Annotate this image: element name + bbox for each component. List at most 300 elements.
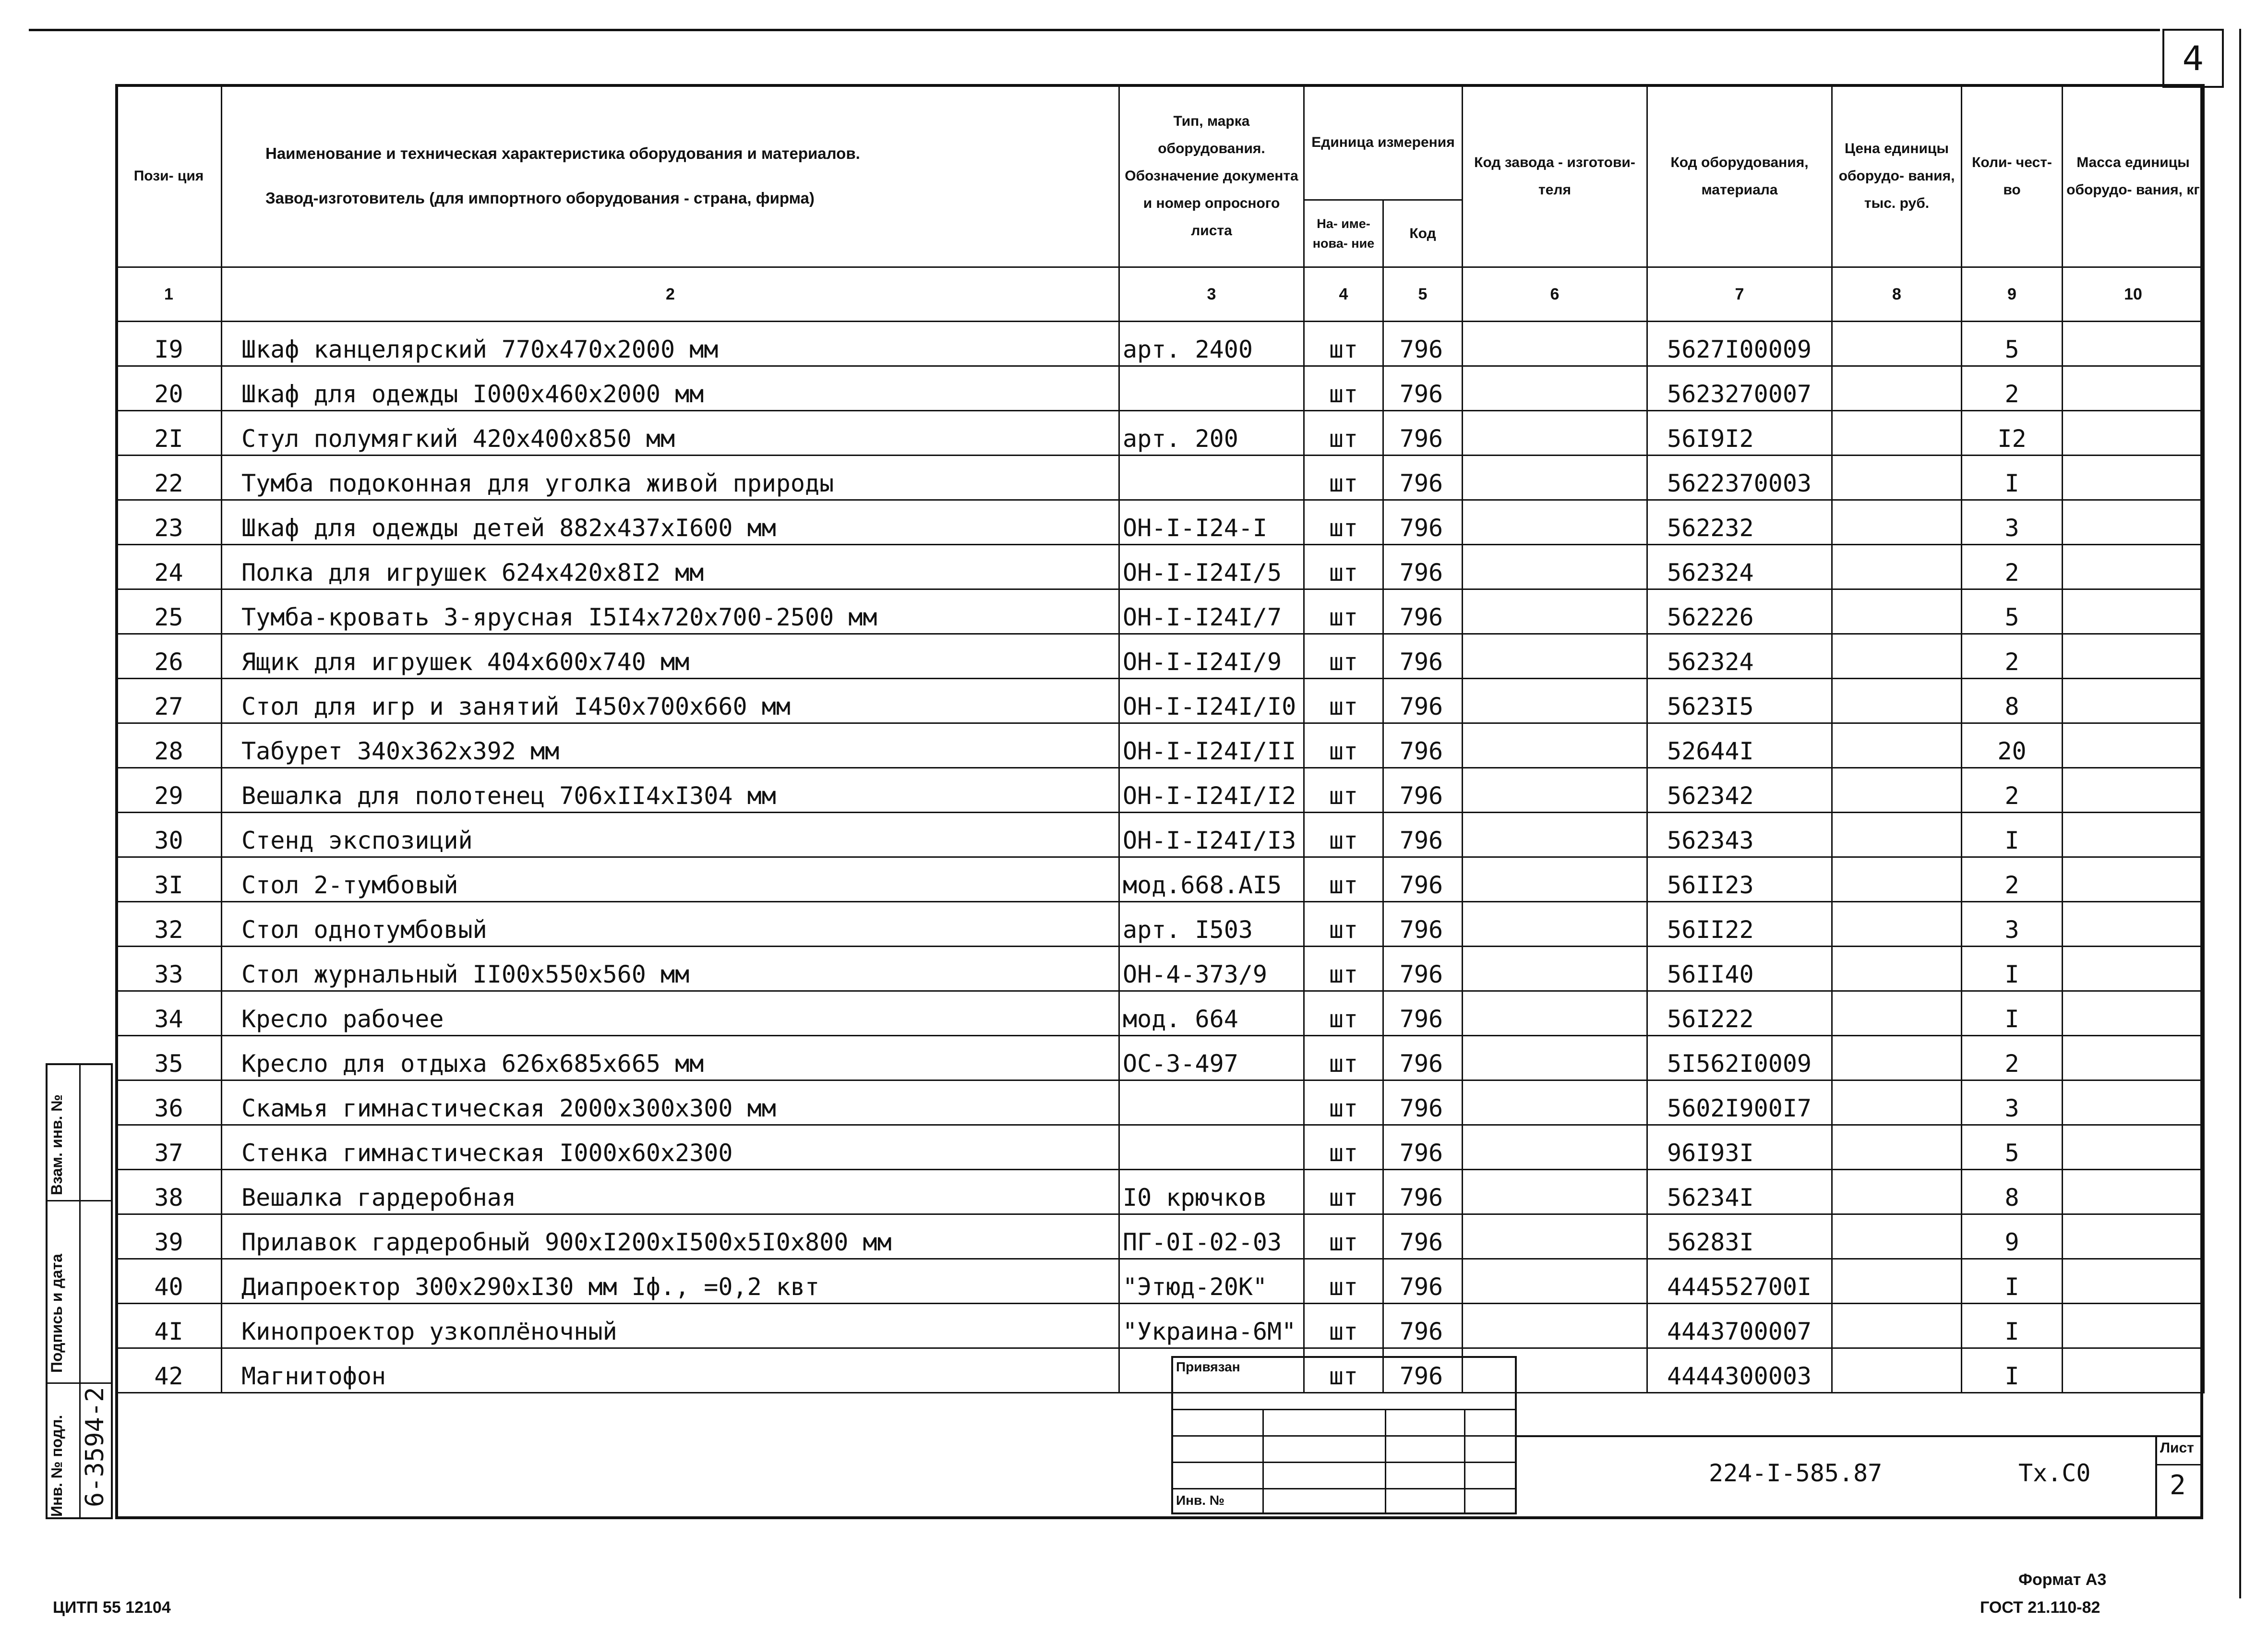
row-maker-code: [1463, 813, 1647, 857]
row-unit-code: 796: [1383, 947, 1463, 991]
row-maker-code: [1463, 634, 1647, 679]
row-name: Стенка гимнастическая I000х60х2300: [222, 1125, 1119, 1170]
row-quantity: 9: [1962, 1214, 2063, 1259]
row-item-code: 56283I: [1647, 1214, 1832, 1259]
row-item-code: 56II22: [1647, 902, 1832, 947]
row-type: ОН-I-I24I/I3: [1119, 813, 1304, 857]
row-price: [1832, 366, 1962, 411]
row-price: [1832, 1259, 1962, 1304]
row-position: 29: [116, 768, 222, 813]
header-unit-group: Единица измерения: [1304, 85, 1463, 200]
table-row: [116, 1080, 2204, 1125]
row-unit-code: 796: [1383, 500, 1463, 545]
row-position: 4I: [116, 1304, 222, 1348]
row-maker-code: [1463, 947, 1647, 991]
row-mass: [2063, 589, 2204, 634]
row-type: ОН-I-I24I/I2: [1119, 768, 1304, 813]
row-type: мод. 664: [1119, 991, 1304, 1036]
row-quantity: I2: [1962, 411, 2063, 456]
row-type: ОН-4-373/9: [1119, 947, 1304, 991]
row-maker-code: [1463, 679, 1647, 723]
footer-code: ЦИТП 55 12104: [53, 1598, 171, 1617]
row-name: Шкаф для одежды детей 882х437хI600 мм: [222, 500, 1119, 545]
table-row: [116, 991, 2204, 1036]
row-maker-code: [1463, 1125, 1647, 1170]
corner-number: 4: [2162, 29, 2224, 88]
column-number: 5: [1383, 267, 1463, 322]
side-stamp-line: [46, 1200, 113, 1201]
row-unit: шт: [1304, 1036, 1383, 1080]
row-quantity: 3: [1962, 1080, 2063, 1125]
row-unit-code: 796: [1383, 1080, 1463, 1125]
row-price: [1832, 768, 1962, 813]
row-price: [1832, 589, 1962, 634]
row-unit: шт: [1304, 902, 1383, 947]
header-item-code: Код оборудования, материала: [1647, 85, 1832, 267]
row-unit: шт: [1304, 723, 1383, 768]
row-position: 23: [116, 500, 222, 545]
table-row: [116, 679, 2204, 723]
row-unit: шт: [1304, 991, 1383, 1036]
row-unit-code: 796: [1383, 1304, 1463, 1348]
row-mass: [2063, 768, 2204, 813]
row-name: Прилавок гардеробный 900хI200хI500х5I0х800 мм: [222, 1214, 1119, 1259]
row-quantity: 8: [1962, 1170, 2063, 1214]
row-mass: [2063, 1348, 2204, 1393]
row-quantity: 8: [1962, 679, 2063, 723]
row-unit-code: 796: [1383, 679, 1463, 723]
row-name: Стол для игр и занятий I450х700х660 мм: [222, 679, 1119, 723]
row-price: [1832, 500, 1962, 545]
row-type: арт. 2400: [1119, 322, 1304, 366]
document-mark: Тх.С0: [2018, 1459, 2091, 1487]
row-mass: [2063, 1304, 2204, 1348]
row-unit: шт: [1304, 411, 1383, 456]
side-inv-orig-value: 6-3594-2: [81, 1387, 109, 1507]
row-mass: [2063, 991, 2204, 1036]
column-number: 4: [1304, 267, 1383, 322]
row-name: Стол журнальный II00х550х560 мм: [222, 947, 1119, 991]
row-item-code: 52644I: [1647, 723, 1832, 768]
row-type: арт. 200: [1119, 411, 1304, 456]
row-type: арт. I503: [1119, 902, 1304, 947]
row-maker-code: [1463, 1214, 1647, 1259]
row-maker-code: [1463, 991, 1647, 1036]
row-type: ОН-I-I24I/7: [1119, 589, 1304, 634]
header-unit-name: На- име- нова- ние: [1304, 200, 1383, 267]
table-row: [116, 1170, 2204, 1214]
row-unit: шт: [1304, 500, 1383, 545]
row-price: [1832, 679, 1962, 723]
row-unit-code: 796: [1383, 1125, 1463, 1170]
row-type: [1119, 456, 1304, 500]
row-unit: шт: [1304, 1304, 1383, 1348]
row-item-code: 562232: [1647, 500, 1832, 545]
table-row: [116, 857, 2204, 902]
table-row: [116, 1125, 2204, 1170]
header-name-line2: Завод-изготовитель (для импортного оборудования - страна, фирма): [265, 189, 815, 207]
row-unit: шт: [1304, 366, 1383, 411]
row-name: Вешалка гардеробная: [222, 1170, 1119, 1214]
row-unit-code: 796: [1383, 1348, 1463, 1393]
row-maker-code: [1463, 1304, 1647, 1348]
row-mass: [2063, 1259, 2204, 1304]
row-unit: шт: [1304, 1348, 1383, 1393]
row-quantity: 5: [1962, 322, 2063, 366]
row-quantity: I: [1962, 813, 2063, 857]
header-mass: Масса единицы оборудо- вания, кг: [2063, 85, 2204, 267]
row-name: Стул полумягкий 420х400х850 мм: [222, 411, 1119, 456]
row-item-code: 96I93I: [1647, 1125, 1832, 1170]
row-item-code: 56234I: [1647, 1170, 1832, 1214]
row-item-code: 5623I5: [1647, 679, 1832, 723]
row-type: ПГ-0I-02-03: [1119, 1214, 1304, 1259]
row-type: ОН-I-I24I/I0: [1119, 679, 1304, 723]
row-maker-code: [1463, 1080, 1647, 1125]
row-item-code: 5I562I0009: [1647, 1036, 1832, 1080]
table-row: [116, 902, 2204, 947]
row-unit: шт: [1304, 545, 1383, 589]
table-row: [116, 1214, 2204, 1259]
row-maker-code: [1463, 545, 1647, 589]
row-unit: шт: [1304, 1214, 1383, 1259]
specification-table: [115, 84, 2205, 1393]
row-type: [1119, 366, 1304, 411]
row-quantity: I: [1962, 456, 2063, 500]
row-position: 38: [116, 1170, 222, 1214]
row-price: [1832, 1214, 1962, 1259]
footer-format: Формат А3: [2018, 1571, 2107, 1589]
row-unit-code: 796: [1383, 1214, 1463, 1259]
table-row: [116, 1259, 2204, 1304]
row-item-code: 56I222: [1647, 991, 1832, 1036]
row-unit: шт: [1304, 456, 1383, 500]
row-price: [1832, 1348, 1962, 1393]
header-price: Цена единицы оборудо- вания, тыс. руб.: [1832, 85, 1962, 267]
column-number-row: [116, 267, 2204, 322]
row-type: ОН-I-I24I/9: [1119, 634, 1304, 679]
row-price: [1832, 1304, 1962, 1348]
row-unit-code: 796: [1383, 1259, 1463, 1304]
stamp-divider: [1464, 1409, 1465, 1514]
row-mass: [2063, 1170, 2204, 1214]
row-quantity: 2: [1962, 768, 2063, 813]
row-position: 25: [116, 589, 222, 634]
row-item-code: 5623270007: [1647, 366, 1832, 411]
row-position: 35: [116, 1036, 222, 1080]
row-item-code: 562324: [1647, 545, 1832, 589]
row-item-code: 4444300003: [1647, 1348, 1832, 1393]
table-row: [116, 411, 2204, 456]
row-price: [1832, 813, 1962, 857]
header-quantity: Коли- чест- во: [1962, 85, 2063, 267]
row-price: [1832, 723, 1962, 768]
row-price: [1832, 634, 1962, 679]
stamp-divider: [1262, 1409, 1264, 1514]
row-unit: шт: [1304, 1125, 1383, 1170]
row-unit-code: 796: [1383, 1036, 1463, 1080]
header-name-line1: Наименование и техническая характеристика оборудования и материалов.: [265, 144, 860, 163]
row-position: 33: [116, 947, 222, 991]
row-position: 39: [116, 1214, 222, 1259]
row-mass: [2063, 679, 2204, 723]
table-row: [116, 947, 2204, 991]
row-quantity: 5: [1962, 1125, 2063, 1170]
column-number: 7: [1647, 267, 1832, 322]
table-row: [116, 1304, 2204, 1348]
row-name: Табурет 340х362х392 мм: [222, 723, 1119, 768]
table-row: [116, 768, 2204, 813]
header-maker-code: Код завода - изготови- теля: [1463, 85, 1647, 267]
row-name: Шкаф для одежды I000х460х2000 мм: [222, 366, 1119, 411]
row-price: [1832, 1080, 1962, 1125]
row-unit: шт: [1304, 634, 1383, 679]
row-quantity: 3: [1962, 500, 2063, 545]
row-item-code: 5627I00009: [1647, 322, 1832, 366]
row-maker-code: [1463, 768, 1647, 813]
row-quantity: I: [1962, 1304, 2063, 1348]
row-position: 24: [116, 545, 222, 589]
column-number: 1: [116, 267, 222, 322]
row-type: ОС-3-497: [1119, 1036, 1304, 1080]
row-item-code: 562324: [1647, 634, 1832, 679]
row-position: 30: [116, 813, 222, 857]
row-price: [1832, 991, 1962, 1036]
row-name: Тумба подоконная для уголка живой природы: [222, 456, 1119, 500]
row-mass: [2063, 902, 2204, 947]
row-mass: [2063, 500, 2204, 545]
table-row: [116, 500, 2204, 545]
row-type: ОН-I-I24I/5: [1119, 545, 1304, 589]
row-quantity: I: [1962, 947, 2063, 991]
column-number: 9: [1962, 267, 2063, 322]
row-quantity: I: [1962, 1259, 2063, 1304]
row-unit: шт: [1304, 857, 1383, 902]
row-type: ОН-I-I24-I: [1119, 500, 1304, 545]
row-position: 28: [116, 723, 222, 768]
row-quantity: 2: [1962, 1036, 2063, 1080]
row-position: 42: [116, 1348, 222, 1393]
row-maker-code: [1463, 902, 1647, 947]
column-number: 2: [222, 267, 1119, 322]
row-maker-code: [1463, 456, 1647, 500]
row-price: [1832, 545, 1962, 589]
table-row: [116, 813, 2204, 857]
side-stamp-line: [46, 1382, 113, 1384]
stamp-inv-label: Инв. №: [1176, 1493, 1225, 1508]
column-number: 6: [1463, 267, 1647, 322]
row-mass: [2063, 723, 2204, 768]
row-position: 36: [116, 1080, 222, 1125]
row-maker-code: [1463, 723, 1647, 768]
row-maker-code: [1463, 322, 1647, 366]
row-unit-code: 796: [1383, 813, 1463, 857]
row-item-code: 56I9I2: [1647, 411, 1832, 456]
row-quantity: 2: [1962, 857, 2063, 902]
column-number: 8: [1832, 267, 1962, 322]
row-maker-code: [1463, 411, 1647, 456]
row-unit-code: 796: [1383, 411, 1463, 456]
row-item-code: 5602I900I7: [1647, 1080, 1832, 1125]
row-position: 2I: [116, 411, 222, 456]
row-quantity: I: [1962, 991, 2063, 1036]
side-replace-inv-label: Взам. инв. №: [48, 1094, 65, 1195]
row-unit: шт: [1304, 589, 1383, 634]
row-item-code: 562226: [1647, 589, 1832, 634]
row-mass: [2063, 456, 2204, 500]
row-mass: [2063, 1080, 2204, 1125]
row-unit: шт: [1304, 768, 1383, 813]
row-price: [1832, 456, 1962, 500]
row-item-code: 56II40: [1647, 947, 1832, 991]
row-item-code: 4443700007: [1647, 1304, 1832, 1348]
row-unit-code: 796: [1383, 545, 1463, 589]
header-position: Пози- ция: [116, 85, 222, 267]
row-name: Стол 2-тумбовый: [222, 857, 1119, 902]
row-name: Магнитофон: [222, 1348, 1119, 1393]
row-type: [1119, 1080, 1304, 1125]
row-price: [1832, 1125, 1962, 1170]
row-mass: [2063, 322, 2204, 366]
row-quantity: I: [1962, 1348, 2063, 1393]
row-type: ОН-I-I24I/II: [1119, 723, 1304, 768]
row-unit-code: 796: [1383, 366, 1463, 411]
row-unit-code: 796: [1383, 857, 1463, 902]
row-unit-code: 796: [1383, 589, 1463, 634]
row-type: "Украина-6М": [1119, 1304, 1304, 1348]
row-price: [1832, 411, 1962, 456]
side-inv-orig-label: Инв. № подл.: [48, 1415, 65, 1517]
row-type: [1119, 1125, 1304, 1170]
table-row: [116, 366, 2204, 411]
row-item-code: 5622370003: [1647, 456, 1832, 500]
row-position: I9: [116, 322, 222, 366]
document-code: 224-I-585.87: [1709, 1459, 1883, 1487]
stamp-divider: [1385, 1409, 1386, 1514]
row-name: Полка для игрушек 624х420х8I2 мм: [222, 545, 1119, 589]
table-row: [116, 456, 2204, 500]
table-row: [116, 634, 2204, 679]
row-mass: [2063, 411, 2204, 456]
table-row: [116, 322, 2204, 366]
row-name: Стенд экспозиций: [222, 813, 1119, 857]
row-unit-code: 796: [1383, 768, 1463, 813]
row-quantity: 20: [1962, 723, 2063, 768]
row-position: 27: [116, 679, 222, 723]
row-name: Диапроектор 300х290хI30 мм Iф., =0,2 квт: [222, 1259, 1119, 1304]
row-unit-code: 796: [1383, 723, 1463, 768]
table-row: [116, 545, 2204, 589]
row-unit: шт: [1304, 813, 1383, 857]
row-position: 3I: [116, 857, 222, 902]
header-name: [222, 85, 1119, 267]
header-unit-code: Код: [1383, 200, 1463, 267]
row-mass: [2063, 947, 2204, 991]
row-mass: [2063, 366, 2204, 411]
row-item-code: 562342: [1647, 768, 1832, 813]
row-unit: шт: [1304, 1080, 1383, 1125]
row-name: Кресло рабочее: [222, 991, 1119, 1036]
side-sign-date-label: Подпись и дата: [48, 1254, 65, 1373]
row-quantity: 5: [1962, 589, 2063, 634]
row-name: Тумба-кровать 3-ярусная I5I4х720х700-2500 мм: [222, 589, 1119, 634]
row-name: Кинопроектор узкоплёночный: [222, 1304, 1119, 1348]
row-position: 40: [116, 1259, 222, 1304]
row-mass: [2063, 1036, 2204, 1080]
table-row: [116, 1348, 2204, 1393]
sheet-number: 2: [2170, 1470, 2186, 1501]
row-type: I0 крючков: [1119, 1170, 1304, 1214]
row-quantity: 2: [1962, 634, 2063, 679]
row-maker-code: [1463, 589, 1647, 634]
row-maker-code: [1463, 1170, 1647, 1214]
binding-stamp-label: Привязан: [1176, 1359, 1240, 1374]
row-type: мод.668.АI5: [1119, 857, 1304, 902]
row-item-code: 562343: [1647, 813, 1832, 857]
row-maker-code: [1463, 857, 1647, 902]
row-unit-code: 796: [1383, 1170, 1463, 1214]
row-quantity: 2: [1962, 545, 2063, 589]
row-price: [1832, 1036, 1962, 1080]
row-item-code: 56II23: [1647, 857, 1832, 902]
row-price: [1832, 322, 1962, 366]
row-name: Шкаф канцелярский 770х470х2000 мм: [222, 322, 1119, 366]
sheet-label: Лист: [2160, 1440, 2194, 1456]
row-unit-code: 796: [1383, 991, 1463, 1036]
row-position: 26: [116, 634, 222, 679]
row-mass: [2063, 813, 2204, 857]
row-mass: [2063, 1214, 2204, 1259]
row-name: Кресло для отдыха 626х685х665 мм: [222, 1036, 1119, 1080]
row-unit: шт: [1304, 1170, 1383, 1214]
row-maker-code: [1463, 1259, 1647, 1304]
row-quantity: 2: [1962, 366, 2063, 411]
table-row: [116, 723, 2204, 768]
row-unit-code: 796: [1383, 902, 1463, 947]
row-item-code: 444552700I: [1647, 1259, 1832, 1304]
row-unit: шт: [1304, 947, 1383, 991]
row-price: [1832, 902, 1962, 947]
header-type: Тип, марка оборудования. Обозначение документа и номер опросного листа: [1119, 85, 1304, 267]
row-price: [1832, 857, 1962, 902]
column-number: 3: [1119, 267, 1304, 322]
row-quantity: 3: [1962, 902, 2063, 947]
row-unit: шт: [1304, 322, 1383, 366]
row-mass: [2063, 857, 2204, 902]
row-maker-code: [1463, 366, 1647, 411]
row-name: Ящик для игрушек 404х600х740 мм: [222, 634, 1119, 679]
row-unit: шт: [1304, 679, 1383, 723]
row-price: [1832, 947, 1962, 991]
row-unit-code: 796: [1383, 322, 1463, 366]
row-position: 32: [116, 902, 222, 947]
sheet-top-border: [29, 29, 2160, 31]
row-unit: шт: [1304, 1259, 1383, 1304]
row-name: Стол однотумбовый: [222, 902, 1119, 947]
row-position: 34: [116, 991, 222, 1036]
row-position: 22: [116, 456, 222, 500]
row-mass: [2063, 634, 2204, 679]
table-row: [116, 589, 2204, 634]
row-price: [1832, 1170, 1962, 1214]
row-mass: [2063, 545, 2204, 589]
footer-gost: ГОСТ 21.110-82: [1980, 1598, 2100, 1617]
row-name: Скамья гимнастическая 2000х300х300 мм: [222, 1080, 1119, 1125]
row-position: 20: [116, 366, 222, 411]
row-unit-code: 796: [1383, 634, 1463, 679]
column-number: 10: [2063, 267, 2204, 322]
row-maker-code: [1463, 1036, 1647, 1080]
